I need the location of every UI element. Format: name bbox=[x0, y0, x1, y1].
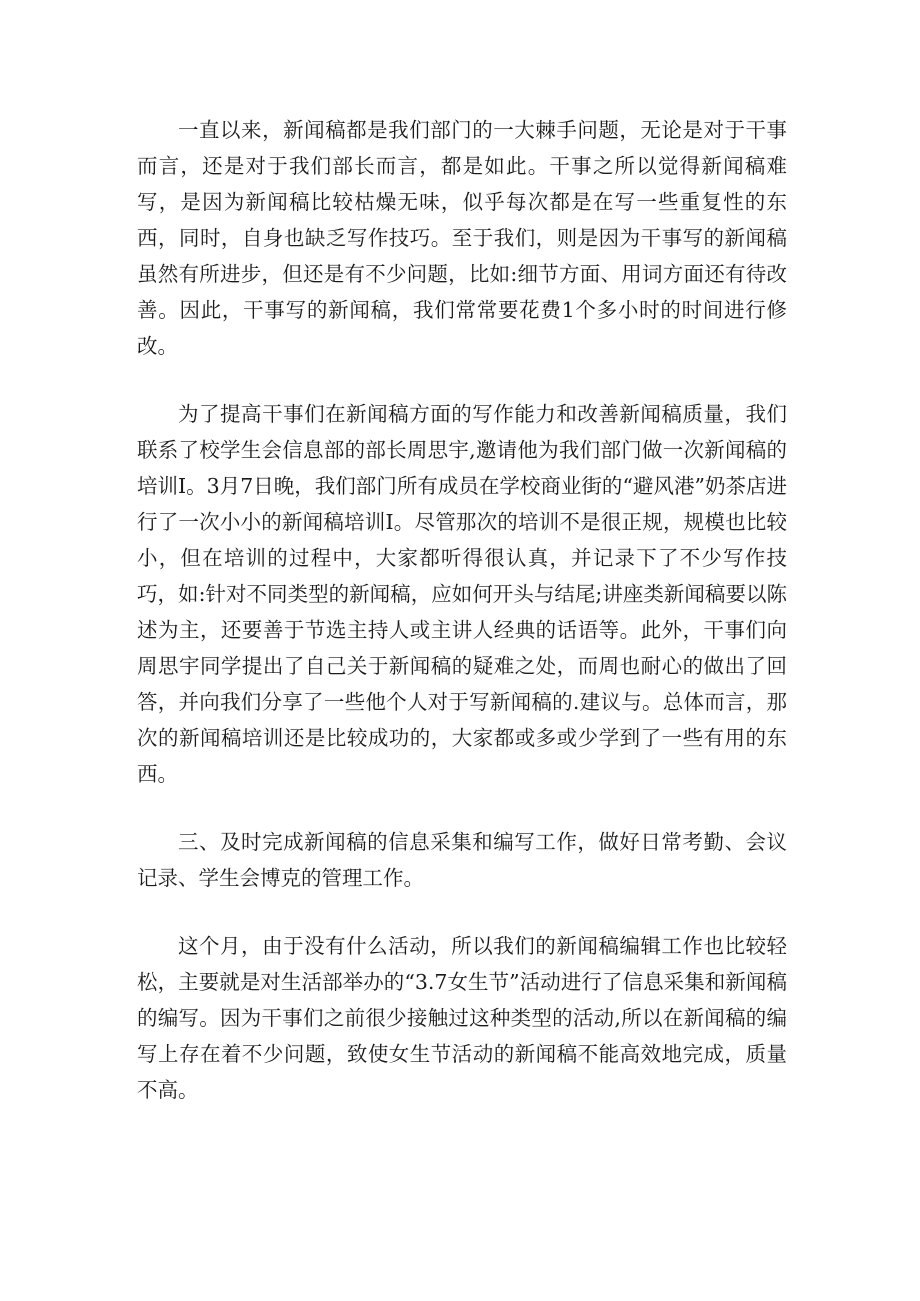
paragraph-section-three-heading: 三、及时完成新闻稿的信息采集和编写工作，做好日常考勤、会议记录、学生会博克的管理工作。 bbox=[137, 830, 787, 890]
paragraph-womens-day-event: 这个月，由于没有什么活动，所以我们的新闻稿编辑工作也比较轻松，主要就是对生活部举办的“3.7女生节”活动进行了信息采集和新闻稿的编写。因为干事们之前很少接触过这种类型的活动,所以在新闻稿的编写上存在着不少问题，致使女生节活动的新闻稿不能高效地完成，质量不高。 bbox=[137, 934, 787, 1102]
paragraph-news-writing-problem: 一直以来，新闻稿都是我们部门的一大棘手问题，无论是对于干事而言，还是对于我们部长而言，都是如此。干事之所以觉得新闻稿难写，是因为新闻稿比较枯燥无味，似乎每次都是在写一些重复性的东西，同时，自身也缺乏写作技巧。至于我们，则是因为干事写的新闻稿虽然有所进步，但还是有不少问题，比如:细节方面、用词方面还有待改善。因此，干事写的新闻稿，我们常常要花费1个多小时的时间进行修改。 bbox=[137, 118, 787, 358]
paragraph-training: 为了提高干事们在新闻稿方面的写作能力和改善新闻稿质量，我们联系了校学生会信息部的部长周思宇,邀请他为我们部门做一次新闻稿的培训I。3月7日晚，我们部门所有成员在学校商业街的“避风港”奶茶店进行了一次小小的新闻稿培训I。尽管那次的培训不是很正规，规模也比较小，但在培训的过程中，大家都听得很认真，并记录下了不少写作技巧，如:针对不同类型的新闻稿，应如何开头与结尾;讲座类新闻稿要以陈述为主，还要善于节选主持人或主讲人经典的话语等。此外，干事们向周思宇同学提出了自己关于新闻稿的疑难之处，而周也耐心的做出了回答，并向我们分享了一些他个人对于写新闻稿的.建议与。总体而言，那次的新闻稿培训还是比较成功的，大家都或多或少学到了一些有用的东西。 bbox=[137, 402, 787, 786]
document-body bbox=[137, 112, 787, 1108]
